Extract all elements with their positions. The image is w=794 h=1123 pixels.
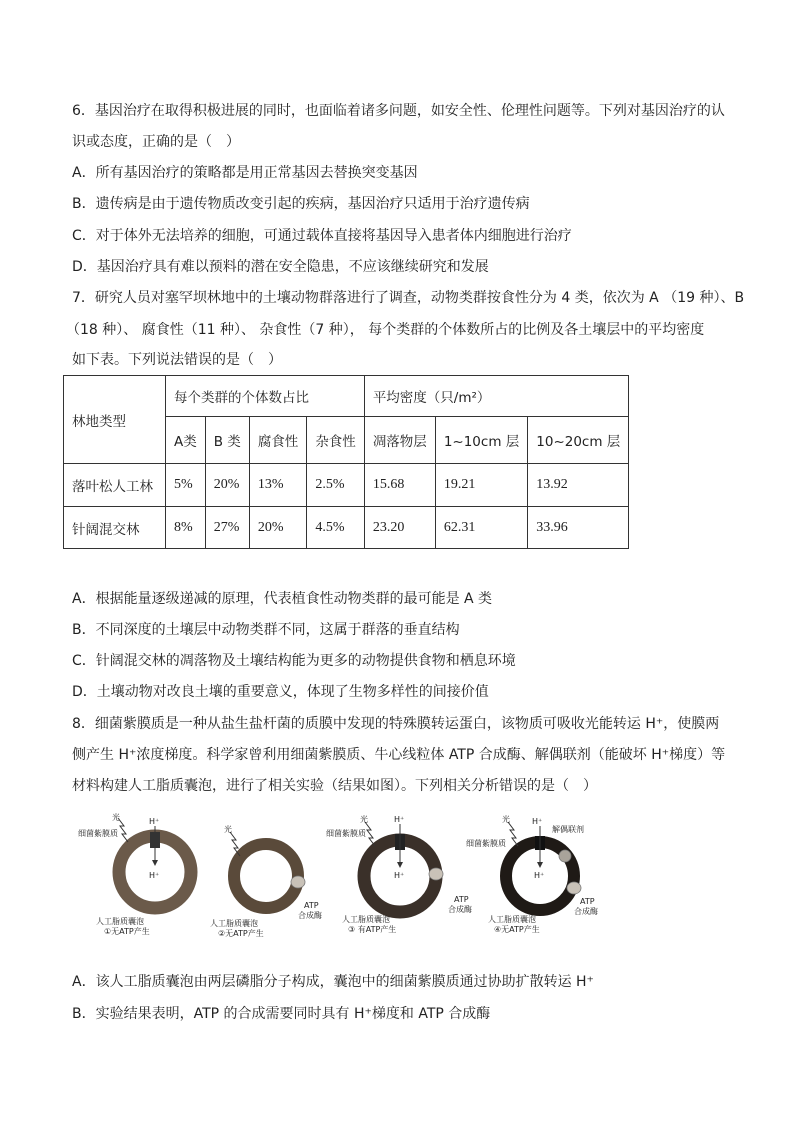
- light-label: 光: [224, 825, 232, 834]
- hplus-label: H⁺: [394, 815, 405, 824]
- table-subheader: B 类: [205, 417, 249, 464]
- table-header-forest-type: 林地类型: [64, 376, 166, 464]
- q7-data-table: [63, 375, 629, 549]
- table-cell: 4.5%: [307, 507, 365, 549]
- vesicle-label: 人工脂质囊泡: [96, 917, 144, 926]
- q7-option-b: B．不同深度的土壤层中动物类群不同，这属于群落的垂直结构: [72, 622, 460, 638]
- atp-synthase-label: 合成酶: [298, 911, 322, 920]
- table-header-ratio-group: 每个类群的个体数占比: [166, 376, 365, 417]
- table-subheader: 凋落物层: [364, 417, 435, 464]
- q6-option-d: D．基因治疗具有难以预料的潜在安全隐患，不应该继续研究和发展: [72, 259, 489, 275]
- vesicle-diagram-1: [78, 812, 191, 936]
- q8-stem-line2: 侧产生 H⁺浓度梯度。科学家曾利用细菌紫膜质、牛心线粒体 ATP 合成酶、解偶联剂（能破坏 H⁺梯度）等: [72, 747, 726, 763]
- table-cell: 20%: [205, 464, 249, 507]
- q8-option-a: A．该人工脂质囊泡由两层磷脂分子构成，囊泡中的细菌紫膜质通过协助扩散转运 H⁺: [72, 974, 594, 990]
- table-cell: 针阔混交林: [64, 507, 166, 549]
- hplus-label: H⁺: [149, 871, 160, 880]
- hplus-label: H⁺: [394, 871, 405, 880]
- table-cell: 27%: [205, 507, 249, 549]
- q6-option-b: B．遗传病是由于遗传物质改变引起的疾病，基因治疗只适用于治疗遗传病: [72, 196, 530, 212]
- table-subheader: 杂食性: [307, 417, 365, 464]
- bacteriorhodopsin-label: 细菌紫膜质: [326, 829, 366, 838]
- light-label: 光: [112, 813, 120, 822]
- table-subheader: 10~20cm 层: [528, 417, 629, 464]
- q8-stem-line1: 8．细菌紫膜质是一种从盐生盐杆菌的质膜中发现的特殊膜转运蛋白，该物质可吸收光能转运 H⁺，使膜两: [72, 716, 720, 732]
- table-row: [64, 464, 629, 507]
- q8-vesicle-figure: [70, 810, 630, 950]
- atp-synthase-label: ATP: [580, 897, 595, 906]
- q7-option-a: A．根据能量逐级递减的原理，代表植食性动物类群的最可能是 A 类: [72, 591, 493, 607]
- atp-synthase-label: 合成酶: [574, 907, 598, 916]
- vesicle-caption-2: ②无ATP产生: [218, 929, 264, 938]
- table-header-density-group: 平均密度（只/m²）: [364, 376, 629, 417]
- table-cell: 15.68: [364, 464, 435, 507]
- vesicle-diagram-3: [326, 814, 472, 934]
- table-cell: 62.31: [435, 507, 527, 549]
- table-cell: 19.21: [435, 464, 527, 507]
- vesicle-caption-3: ③ 有ATP产生: [348, 925, 397, 934]
- table-subheader: 腐食性: [249, 417, 307, 464]
- q7-option-c: C．针阔混交林的凋落物及土壤结构能为更多的动物提供食物和栖息环境: [72, 653, 516, 669]
- table-subheader: 1~10cm 层: [435, 417, 527, 464]
- q6-option-c: C．对于体外无法培养的细胞，可通过载体直接将基因导入患者体内细胞进行治疗: [72, 228, 572, 244]
- q6-stem-line2: 识或态度，正确的是（ ）: [72, 134, 240, 150]
- table-cell: 13%: [249, 464, 307, 507]
- q8-option-b: B．实验结果表明，ATP 的合成需要同时具有 H⁺梯度和 ATP 合成酶: [72, 1006, 491, 1022]
- vesicle-label: 人工脂质囊泡: [488, 915, 536, 924]
- vesicle-label: 人工脂质囊泡: [210, 919, 258, 928]
- q7-stem-line1: 7．研究人员对塞罕坝林地中的土壤动物群落进行了调查，动物类群按食性分为 4 类，依次为 A （19 种）、B: [72, 290, 745, 306]
- q7-option-d: D．土壤动物对改良土壤的重要意义，体现了生物多样性的间接价值: [72, 684, 489, 700]
- hplus-label: H⁺: [532, 817, 543, 826]
- light-label: 光: [360, 815, 368, 824]
- hplus-label: H⁺: [149, 817, 160, 826]
- atp-synthase-label: ATP: [454, 895, 469, 904]
- table-cell: 33.96: [528, 507, 629, 549]
- bacteriorhodopsin-label: 细菌紫膜质: [466, 839, 506, 848]
- q7-stem-line3: 如下表。下列说法错误的是（ ）: [72, 352, 282, 368]
- table-cell: 20%: [249, 507, 307, 549]
- table-cell: 2.5%: [307, 464, 365, 507]
- vesicle-diagram-4: [466, 814, 598, 934]
- table-cell: 23.20: [364, 507, 435, 549]
- table-cell: 落叶松人工林: [64, 464, 166, 507]
- vesicle-caption-4: ④无ATP产生: [494, 925, 540, 934]
- vesicle-caption-1: ①无ATP产生: [104, 927, 150, 936]
- table-cell: 8%: [166, 507, 206, 549]
- hplus-label: H⁺: [534, 871, 545, 880]
- table-cell: 5%: [166, 464, 206, 507]
- atp-synthase-label: ATP: [304, 901, 319, 910]
- atp-synthase-label: 合成酶: [448, 905, 472, 914]
- q7-stem-line2: （18 种）、 腐食性（11 种）、 杂食性（7 种）， 每个类群的个体数所占的比例及各土壤层中的平均密度: [66, 322, 705, 338]
- uncoupler-label: 解偶联剂: [552, 825, 584, 834]
- q6-option-a: A．所有基因治疗的策略都是用正常基因去替换突变基因: [72, 165, 418, 181]
- table-row: [64, 507, 629, 549]
- q8-stem-line3: 材料构建人工脂质囊泡，进行了相关实验（结果如图）。下列相关分析错误的是（ ）: [72, 778, 597, 794]
- table-cell: 13.92: [528, 464, 629, 507]
- q6-stem-line1: 6．基因治疗在取得积极进展的同时，也面临着诸多问题，如安全性、伦理性问题等。下列对基因治疗的认: [72, 103, 725, 119]
- vesicle-diagram-2: [210, 824, 322, 938]
- light-label: 光: [502, 815, 510, 824]
- vesicle-label: 人工脂质囊泡: [342, 915, 390, 924]
- bacteriorhodopsin-label: 细菌紫膜质: [78, 829, 118, 838]
- table-subheader: A类: [166, 417, 206, 464]
